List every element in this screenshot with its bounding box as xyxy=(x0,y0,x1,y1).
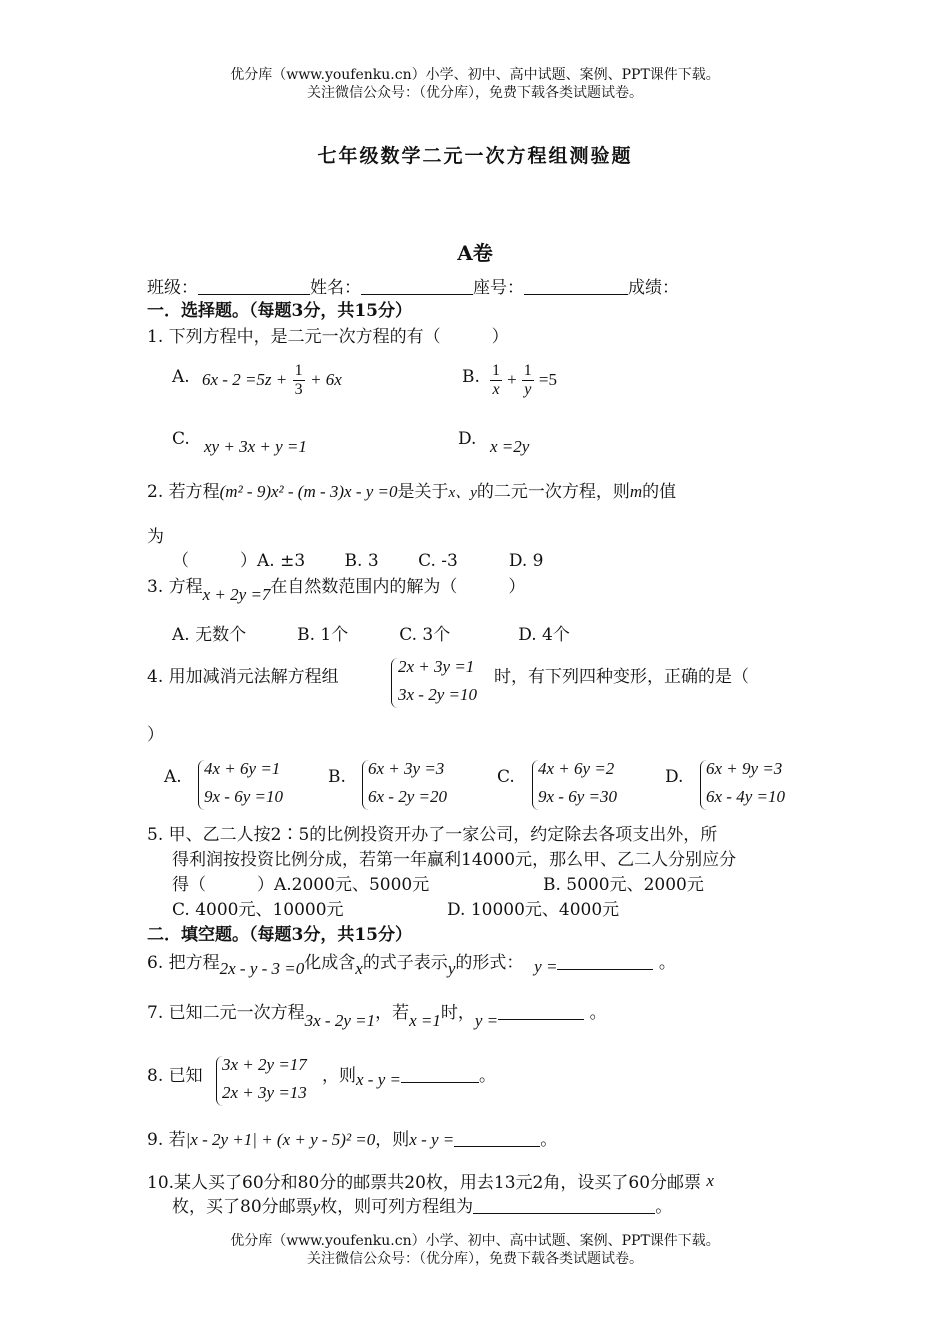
class-label: 班级： xyxy=(147,278,198,298)
q4-b-label: B. xyxy=(328,767,346,787)
q10-answer-field[interactable] xyxy=(473,1197,655,1214)
section-2-heading: 二．填空题。（每题3分，共15分） xyxy=(147,925,412,945)
q8-pre: 8. 已知 xyxy=(147,1066,203,1086)
q4-brace xyxy=(391,658,398,708)
q4-a-label: A. xyxy=(164,767,182,787)
header-line-2: 关注微信公众号：（优分库），免费下载各类试题试卷。 xyxy=(307,85,643,101)
q2-options: （ ）A. ±3 B. 3 C. -3 D. 9 xyxy=(172,551,544,571)
class-field[interactable] xyxy=(198,278,310,295)
page-title: 七年级数学二元一次方程组测验题 xyxy=(317,145,633,167)
q5-line-1: 5. 甲、乙二人按2∶5的比例投资开办了一家公司，约定除去各项支出外，所 xyxy=(147,825,718,845)
seat-label: 座号： xyxy=(473,278,524,298)
q5-line-2: 得利润按投资比例分成，若第一年赢利14000元，那么甲、乙二人分别应分 xyxy=(172,850,737,870)
header-line-1: 优分库（www.youfenku.cn）小学、初中、高中试题、案例、PPT课件下载。 xyxy=(230,67,720,83)
q1-d-label: D. xyxy=(458,429,477,449)
q8-post: ，则x - y = 。 xyxy=(322,1066,496,1089)
q4-c-system: 4x + 6y =2 9x - 6y =30 xyxy=(538,759,617,806)
q10-line-1: 10.某人买了60分和80分的邮票共20枚，用去13元2角，设买了60分邮票 x xyxy=(147,1171,714,1193)
name-field[interactable] xyxy=(361,278,473,295)
q4-pre: 4. 用加减消元法解方程组 xyxy=(147,667,339,687)
q2-line-1: 2. 若方程(m² - 9)x² - (m - 3)x - y =0是关于x、y的二元一次方程，则m的值 xyxy=(147,482,677,502)
q9-line: 9. 若|x - 2y +1| + (x + y - 5)² =0，则x - y = 。 xyxy=(147,1130,558,1150)
seat-field[interactable] xyxy=(524,278,628,295)
q5-line-4b: D. 10000元、4000元 xyxy=(447,900,620,920)
q1-d-expr: x =2y xyxy=(490,437,530,456)
q5-line-3a: 得（ ）A.2000元、5000元 xyxy=(172,875,430,895)
q6-line: 6. 把方程2x - y - 3 =0化成含x的式子表示y的形式： y = 。 xyxy=(147,953,676,978)
q4-b-system: 6x + 3y =3 6x - 2y =20 xyxy=(368,759,447,806)
q3-stem: 3. 方程x + 2y =7在自然数范围内的解为（ ） xyxy=(147,577,526,604)
q1-a-label: A. xyxy=(172,367,190,387)
q4-post: 时，有下列四种变形，正确的是（ xyxy=(494,667,749,687)
q8-system: 3x + 2y =17 2x + 3y =13 xyxy=(222,1055,307,1102)
name-label: 姓名： xyxy=(310,278,361,298)
q1-c-expr: xy + 3x + y =1 xyxy=(204,437,307,456)
info-line xyxy=(147,277,679,299)
footer-line-2: 关注微信公众号：（优分库），免费下载各类试题试卷。 xyxy=(307,1251,643,1267)
q7-answer-field[interactable] xyxy=(498,1003,584,1020)
q4-c-label: C. xyxy=(497,767,515,787)
q4-close: ） xyxy=(147,725,164,745)
q9-answer-field[interactable] xyxy=(454,1130,540,1147)
q1-b-expr: $\frac{1}{x}$ + $\frac{1}{y}$ =5 xyxy=(492,362,557,398)
q1-b-label: B. xyxy=(462,367,480,387)
q8-answer-field[interactable] xyxy=(401,1066,479,1083)
q7-line: 7. 已知二元一次方程3x - 2y =1，若x =1时，y = 。 xyxy=(147,1003,607,1030)
q3-options: A. 无数个 B. 1个 C. 3个 D. 4个 xyxy=(172,625,570,645)
score-label: 成绩： xyxy=(628,278,679,298)
q5-line-3b: B. 5000元、2000元 xyxy=(543,875,704,895)
q4-d-system: 6x + 9y =3 6x - 4y =10 xyxy=(706,759,785,806)
q1-c-label: C. xyxy=(172,429,190,449)
q4-system: 2x + 3y =1 3x - 2y =10 xyxy=(398,657,477,704)
q1-a-expr: 6x - 2 =5z + $\frac{1}{3}$ + 6x xyxy=(202,362,342,398)
footer-line-1: 优分库（www.youfenku.cn）小学、初中、高中试题、案例、PPT课件下载。 xyxy=(230,1233,720,1249)
section-1-heading: 一．选择题。（每题3分，共15分） xyxy=(147,301,412,321)
q5-line-4a: C. 4000元、10000元 xyxy=(172,900,344,920)
q2-line-2: 为 xyxy=(147,527,164,547)
volume-title: A卷 xyxy=(457,241,493,265)
q4-d-label: D. xyxy=(665,767,684,787)
q10-line-2: 枚，买了80分邮票y枚，则可列方程组为 。 xyxy=(172,1197,673,1217)
q6-answer-field[interactable] xyxy=(557,953,653,970)
q4-a-system: 4x + 6y =1 9x - 6y =10 xyxy=(204,759,283,806)
q1-stem: 1. 下列方程中，是二元一次方程的有（ ） xyxy=(147,327,509,347)
